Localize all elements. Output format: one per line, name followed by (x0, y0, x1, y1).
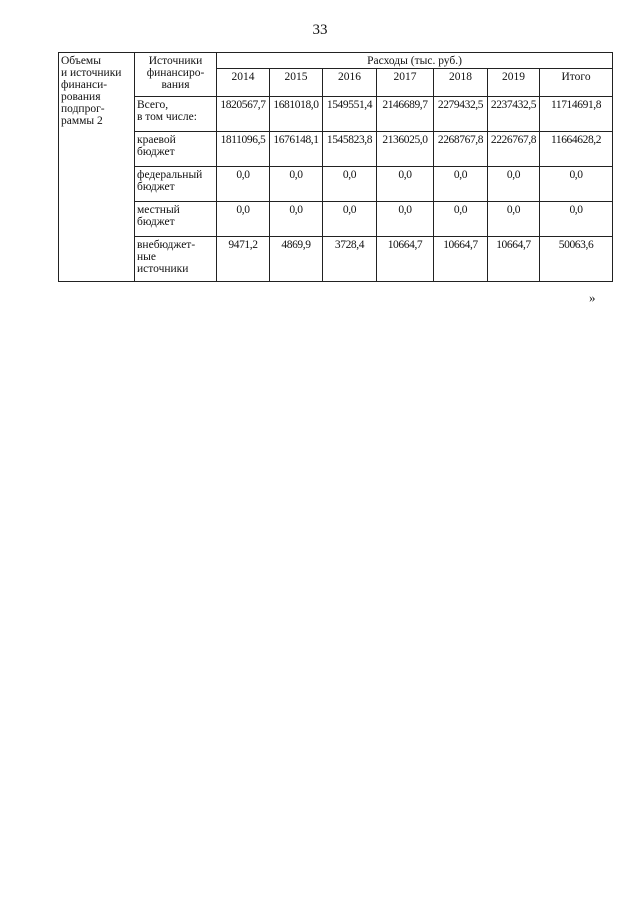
value-cell: 1676148,1 (270, 132, 323, 167)
value-cell: 0,0 (323, 202, 377, 237)
value-cell: 1545823,8 (323, 132, 377, 167)
value-cell: 0,0 (377, 202, 434, 237)
value-cell: 1681018,0 (270, 97, 323, 132)
value-cell: 10664,7 (377, 237, 434, 282)
total-cell: 11714691,8 (540, 97, 613, 132)
year-header: 2018 (434, 69, 488, 97)
source-label: местный бюджет (137, 204, 180, 228)
source-header-label: Источники финансиро- вания (146, 55, 205, 91)
source-cell (135, 132, 217, 167)
value-cell: 3728,4 (323, 237, 377, 282)
row-header-label: Объемы и источники финанси- рования подпрог- раммы 2 (61, 55, 122, 127)
financing-table (58, 52, 613, 282)
source-cell (135, 167, 217, 202)
source-label: внебюджет- ные источники (137, 239, 196, 275)
value-cell: 0,0 (217, 167, 270, 202)
total-cell: 11664628,2 (540, 132, 613, 167)
source-label: Всего, в том числе: (137, 99, 197, 123)
table-row (59, 97, 613, 132)
expenses-header-label: Расходы (тыс. руб.) (367, 55, 462, 67)
value-cell: 0,0 (488, 202, 540, 237)
total-cell: 0,0 (540, 167, 613, 202)
total-header: Итого (540, 69, 613, 97)
source-header-cell (135, 53, 217, 97)
value-cell: 1811096,5 (217, 132, 270, 167)
total-cell: 0,0 (540, 202, 613, 237)
year-header: 2019 (488, 69, 540, 97)
table-row (59, 237, 613, 282)
value-cell: 9471,2 (217, 237, 270, 282)
expenses-header-cell (217, 53, 613, 69)
source-cell (135, 97, 217, 132)
year-header: 2017 (377, 69, 434, 97)
year-header: 2014 (217, 69, 270, 97)
value-cell: 0,0 (434, 167, 488, 202)
source-label: федеральный бюджет (137, 169, 203, 193)
value-cell: 0,0 (270, 167, 323, 202)
page-number: 33 (312, 22, 328, 38)
value-cell: 2136025,0 (377, 132, 434, 167)
header-row-1 (59, 53, 613, 69)
table-row (59, 132, 613, 167)
value-cell: 0,0 (217, 202, 270, 237)
value-cell: 2279432,5 (434, 97, 488, 132)
value-cell: 2268767,8 (434, 132, 488, 167)
value-cell: 2237432,5 (488, 97, 540, 132)
source-cell (135, 237, 217, 282)
year-header: 2015 (270, 69, 323, 97)
total-cell: 50063,6 (540, 237, 613, 282)
value-cell: 10664,7 (488, 237, 540, 282)
value-cell: 0,0 (488, 167, 540, 202)
table-row (59, 167, 613, 202)
row-header-cell (59, 53, 135, 282)
value-cell: 0,0 (270, 202, 323, 237)
table-row (59, 202, 613, 237)
value-cell: 1549551,4 (323, 97, 377, 132)
value-cell: 0,0 (377, 167, 434, 202)
value-cell: 2146689,7 (377, 97, 434, 132)
year-header: 2016 (323, 69, 377, 97)
value-cell: 1820567,7 (217, 97, 270, 132)
value-cell: 2226767,8 (488, 132, 540, 167)
source-cell (135, 202, 217, 237)
value-cell: 10664,7 (434, 237, 488, 282)
value-cell: 4869,9 (270, 237, 323, 282)
value-cell: 0,0 (434, 202, 488, 237)
value-cell: 0,0 (323, 167, 377, 202)
source-label: краевой бюджет (137, 134, 176, 158)
closing-quote: » (589, 290, 596, 305)
